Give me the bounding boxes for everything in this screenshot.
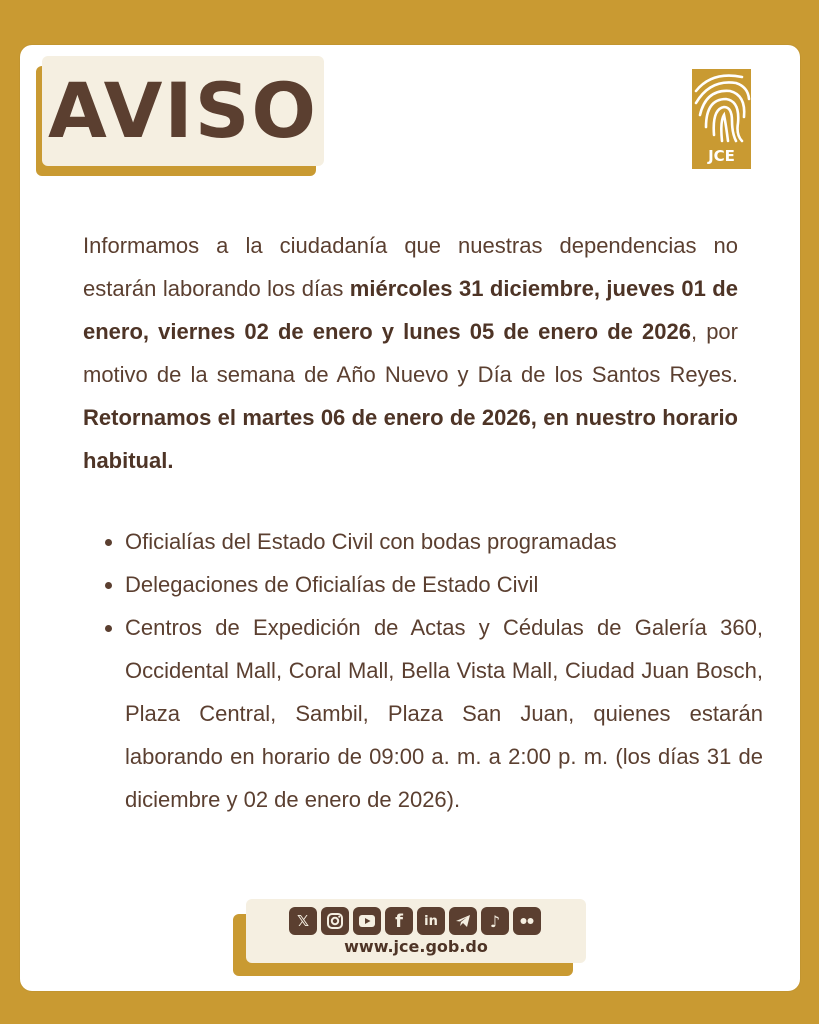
- telegram-icon[interactable]: [449, 907, 477, 935]
- logo-text: JCE: [708, 147, 735, 165]
- paragraph-text-2: , por motivo de la semana de Año Nuevo y Día de los Santos Reyes.: [83, 319, 738, 387]
- facebook-icon[interactable]: f: [385, 907, 413, 935]
- flickr-icon[interactable]: [513, 907, 541, 935]
- tiktok-icon[interactable]: ♪: [481, 907, 509, 935]
- paragraph-text-1: Informamos a la ciudadanía que nuestras dependencias no estarán laborando los días: [83, 233, 738, 301]
- jce-logo: [692, 69, 751, 169]
- linkedin-icon[interactable]: in: [417, 907, 445, 935]
- title-banner: [42, 56, 324, 166]
- page-title: AVISO: [47, 66, 319, 155]
- list-item: • Delegaciones de Oficialías de Estado Civil: [125, 563, 763, 606]
- notice-paragraph: [83, 224, 738, 482]
- paragraph-bold-dates: miércoles 31 diciembre, jueves 01 de enero, viernes 02 de enero y lunes 05 de enero de 2026: [83, 276, 738, 344]
- youtube-icon[interactable]: [353, 907, 381, 935]
- x-icon[interactable]: 𝕏: [289, 907, 317, 935]
- instagram-icon[interactable]: [321, 907, 349, 935]
- list-item: • Centros de Expedición de Actas y Cédulas de Galería 360, Occidental Mall, Coral Mall, Bella Vista Mall, Ciudad Juan Bosch, Plaza Central, Sambil, Plaza San Juan, quienes estarán laborando en horario de 09:00 a. m. a 2:00 p. m. (los días 31 de diciembre y 02 de enero de 2026).: [125, 606, 763, 821]
- exceptions-list: [100, 520, 763, 821]
- website-link[interactable]: www.jce.gob.do: [344, 937, 488, 956]
- social-icons: [289, 907, 541, 935]
- fingerprint-icon: [692, 69, 751, 147]
- paragraph-bold-return: Retornamos el martes 06 de enero de 2026, en nuestro horario habitual.: [83, 405, 738, 473]
- notice-card: [20, 45, 800, 991]
- list-item: • Oficialías del Estado Civil con bodas programadas: [125, 520, 763, 563]
